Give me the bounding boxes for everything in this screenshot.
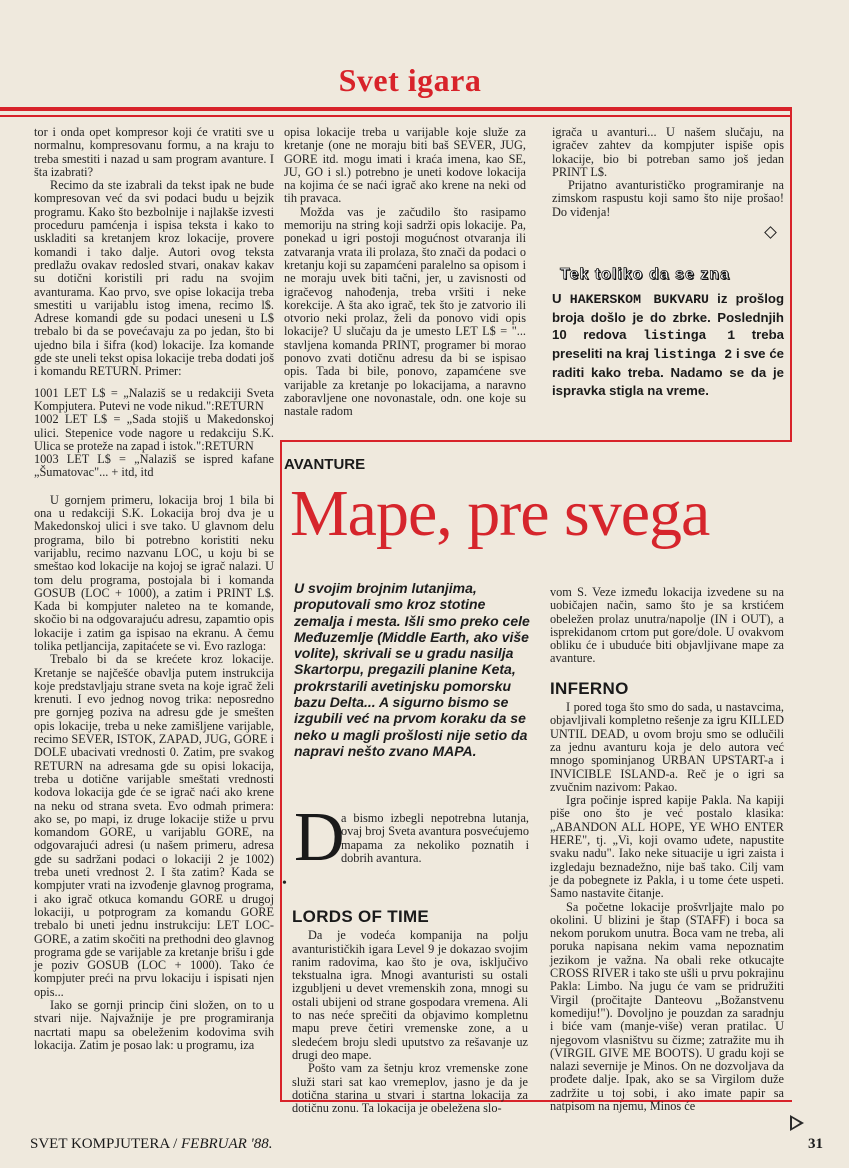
header-rule <box>0 107 792 111</box>
body-paragraph: Trebalo bi da se krećete kroz lokacije. Kretanje se najčešće obavlja putem instrukcija koje predstavljaju strane sveta na koje igrač želi krenuti. I evo jednog novog trika: neposredno pre gornjeg poziva na adresu gde je smešten opis lokacije, treba u neke zamišljene varijable, recimo SEVER, ISTOK, ZAPAD, JUG, GORE i DOLE ubacivati vrednosti 0. Zatim, pre svakog RETURN na adresama gde su opisi lokacija, treba u dotične varijable smeštati vrednosti kodova lokacija gde će se igrač naći ako krene na neku od strana sveta. Evo odmah primera: ako se, po mapi, iz druge lokacije stiže u prvu komandom GORE, u varijablu GORE, na odgovarajući adresi (u našem primeru, adresa gde su sadržani podaci o lokaciji 2 je 1002) treba uneti vrednost 2. I šta zatim? Kada se kompjuter vrati na izvođenje glavnog programa, i ako igrač otkuca komandu GORE u drugoj lokaciji, u potprogram za komandu GORE trebalo bi uneti jednu instrukciju: LET LOC-GORE, a zatim skočiti na prethodni deo glavnog programa gde se varijable za kretanje brišu i gde je poziv GOSUB (LOC + 1000). Tako će kompjuter preći na prvu lokaciju i ispisati njen opis... <box>34 652 274 999</box>
body-paragraph: Sa početne lokacije prošvrljajte malo po okolini. U blizini je štap (STAFF) i boca sa nekom porukom unutra. Boca vam ne treba, ali poruka napisana nekim vama nepoznatim jezikom je važna. Na obali reke otkucajte CROSS RIVER i tako ste ušli u prvu pokrajinu Pakla: Limbo. Na jugu će vam se pridružiti Virgil (pročitajte Danteovu „Božanstvenu komediju!"). Dovoljno je pouzdan za saradnju i biće vam (manje-više) veran pratilac. U njegovom vlasništvu su čizme; zatražite mu ih (VIRGIL GIVE ME BOOTS). U gradu koji se nalazi severnije je Minos. On ne dozvoljava da prođete dalje. Ipak, ako se sa Virgilom duže zadržite u toj sobi, i ako imate papir sa natpisom na njemu, Minos će <box>550 899 784 1113</box>
body-paragraph: U gornjem primeru, lokacija broj 1 bila bi ona u redakciji S.K. Lokacija broj dva je u Makedonskoj ulici i sve tako. U glavnom delu programa, bilo bi potrebno koristiti neku varijablu, recimo nazvanu LOC, u koju bi se smeštao kod lokacije na kojoj se igrač nalazi. U tom delu programa, postojala bi i komanda GOSUB (LOC + 1000), a zatim i PRINT L$. Kada bi kompjuter naleteo na te komande, skočio bi na odgovarajuću adresu, zapamtio opis lokacije i zatim ga ispisao na ekranu. A čemu tolika petljancija, zapitaćete se vi. Evo razloga: <box>34 492 274 653</box>
body-paragraph: Iako se gornji princip čini složen, on to u stvari nije. Najvažnije je pre programiranja nacrtati mapu sa obeleženim kodovima svih lokacija. Zatim je posao lak: u programu, iza <box>34 998 274 1052</box>
body-paragraph: tor i onda opet kompresor koji će vratiti sve u normalnu, kompresovanu formu, a na kraju to treba smestiti i nazad u sam program avanture. I šta izabrati? <box>34 125 274 179</box>
code-line: 1003 LET L$ = „Nalaziš se ispred kafane „Šumatovac"... + itd, itd <box>34 452 274 480</box>
column-2 <box>284 126 526 419</box>
body-paragraph: igrača u avanturi... U našem slučaju, na igračev zahtev da kompjuter ispiše opis lokacije, bio bi potreban samo još jedan PRINT L$. <box>552 125 784 179</box>
body-paragraph: Možda vas je začudilo što rasipamo memoriju na string koji sadrži opis lokacije. Pa, ponekad u igri postoji mogućnost otvaranja ili zatvaranja vrata ili prolaza, što znači da podaci o kretanju koji su zapamćeni paralelno sa opisom i ne moraju uvek biti tačni, jer, u zavisnosti od igračevog nahođenja, treba vršiti i neke korekcije. A šta ako igrač, tek što je zatvorio ili otvorio neki prolaz, želi da ponovo vidi opis lokacije? U slučaju da je umesto LET L$ = "... stavljena komanda PRINT, programer bi morao ponovo zvati dotičnu adresu da bi se ispisao opis. Tada bi bile, ponovo, zapamćene sve varijable za kretanje po lokacijama, a naravno zaboravljene one novonastale, odn. one koje su nastale radom <box>284 204 526 419</box>
body-paragraph: vom S. Veze između lokacija izvedene su na uobičajen način, samo što je sa krstićem obeležen prolaz unutra/napolje (IN i OUT), a isprekidanom crtom put gore/dole. U ovakvom obliku će i ubuduće biti objavljivane mape za avanture. <box>550 585 784 666</box>
body-paragraph: I pored toga što smo do sada, u nastavcima, objavljivali kompletno rešenje za igru KILLED UNTIL DEAD, u ovom broju smo se odlučili za jednu avanturu koja je delo autora već mnogo spominjanog URBAN UPSTART-a i INVICIBLE ISLAND-a. Reč je o igri sa zvučnim nazivom: Pakao. <box>550 700 784 794</box>
body-paragraph: Da je vodeća kompanija na polju avanturističkih igara Level 9 je dokazao svojim ranim radovima, kao što je ova, isključivo tekstualna igra. Mnogi avanturisti su ostali izgubljeni u devet vremenskih zona, mnogi su ostali ubijeni od strane gospodara vremena. Ali to nas neće sprečiti da objavimo kompletnu mapu preve četiri vremenske zone, a u sledećem broju sledi uputstvo za rešavanje uz drugi deo mape. <box>292 928 528 1062</box>
article-kicker: AVANTURE <box>284 456 366 473</box>
continue-arrow-icon <box>790 1115 804 1131</box>
subhead-inferno: INFERNO <box>550 678 629 698</box>
column-3 <box>552 126 784 219</box>
info-box-body: U HAKERSKOM BUKVARU iz prošlog broja došlo je do zbrke. Poslednjih 10 redova listinga 1 treba preseliti na kraj listinga 2 i sve će raditi kako treba. Nadamo se da je ispravka stigla na vreme. <box>552 291 785 398</box>
article-frame-top <box>280 440 792 442</box>
info-box-title: Tek toliko da se zna <box>560 266 730 283</box>
drop-cap: D <box>294 799 345 876</box>
column-article-right <box>550 586 784 1113</box>
column-1 <box>34 126 274 1052</box>
end-mark-icon <box>764 226 777 239</box>
subhead-lords-of-time: LORDS OF TIME <box>292 907 430 926</box>
page-number: 31 <box>808 1136 823 1152</box>
info-box <box>552 266 784 399</box>
code-line: 1001 LET L$ = „Nalaziš se u redakciji Sveta Kompjutera. Putevi ne vode nikud.":RETURN <box>34 385 274 413</box>
body-paragraph: opisa lokacije treba u varijable koje služe za kretanje (one ne moraju biti baš SEVER, JUG, GORE itd. mogu imati i kraća imena, kao SE, JU, GO i sl.) potrebno je uneti kodove lokacija na kojima će se naći igrač ako krene na neki od tih pravaca. <box>284 125 526 206</box>
body-paragraph: Prijatno avanturističko programiranje na zimskom raspustu koji samo što nije prošao! Do viđenja! <box>552 178 784 219</box>
bullet-dot: • <box>282 876 287 891</box>
section-title: Svet igara <box>338 62 482 98</box>
column-article-left <box>292 900 528 1115</box>
header-rule-right <box>790 107 792 442</box>
footer-magazine: SVET KOMPJUTERA / FEBRUAR '88. <box>30 1136 273 1152</box>
article-frame-left <box>280 440 282 1102</box>
body-paragraph: Igra počinje ispred kapije Pakla. Na kapiji piše ono što je već postalo klasika: „ABANDON ALL HOPE, YE WHO ENTER HERE", tj. „Vi, koji ovamo uđete, napustite svaku nadu". Iako neke situacije u igri zaista i izgledaju beznadežno, nije baš tako. Cilj vam je da pobegnete iz Pakla, i u tome ćete uspeti. Samo nastavite čitanje. <box>550 793 784 901</box>
article-headline: Mape, pre svega <box>290 477 710 550</box>
header-rule-thin <box>0 115 792 117</box>
code-line: 1002 LET L$ = „Sada stojiš u Makedonskoj ulici. Stepenice vode nagore u redakciju S.K. Ulica se proteže na zapad i istok.":RETURN <box>34 412 274 453</box>
body-paragraph: Pošto vam za šetnju kroz vremenske zone služi stari sat kao vremeplov, jasno je da je dotična starina u stvari i startna lokacija za dotičnu zonu. Ta lokacija je obeležena slo- <box>292 1061 528 1116</box>
article-intro: a bismo izbegli nepotrebna lutanja, ovaj broj Sveta avantura posvećujemo mapama za nekoliko poznatih i dobrih avantura. <box>341 811 529 865</box>
body-paragraph: Recimo da ste izabrali da tekst ipak ne bude kompresovan već da svi podaci budu u bejzik programu. Kako što bezbolnije i najlakše izvesti proceduru pamćenja i ispisa teksta i kako to uskladiti sa kretanjem kroz lokacije, provere komandi i tako dalje. Autori ovog teksta predlažu ovakav redosled stvari, onakav kakav su dotični koristili pri radu na svojim avanturama. Kao prvo, sve opise lokacija treba smestiti u varijablu istog imena, recimo l$. Adrese komandi gde su podaci uneseni u L$ trebalo bi da se povećavaju za po jedan, što bi ujedno bila i šifra (kod) lokacije. Iza komande gde ste uneli tekst opisa lokacije treba dodati još i komandu RETURN. Primer: <box>34 178 274 379</box>
article-lead: U svojim brojnim lutanjima, proputovali smo kroz stotine zemalja i mesta. Išli smo preko cele Međuzemlje (Middle Earth, ako više volite), skrivali se u gradu nasilja Skartorpu, pregazili planine Keta, prokrstarili avetinjsku pomorsku bazu Delta... A sigurno bismo se izgubili već na prvom koraku da se neko u magli prošlosti nije setio da napravi nešto zvano MAPA. <box>294 580 530 759</box>
